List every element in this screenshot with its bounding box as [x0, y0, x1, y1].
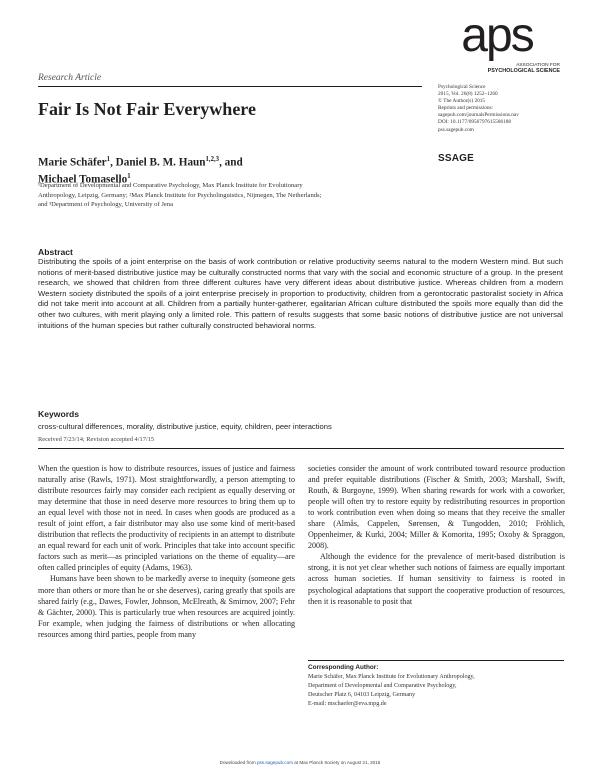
journal-reprints: Reprints and permissions: [438, 105, 494, 112]
front-matter-rule [38, 448, 564, 449]
journal-permissions-link[interactable]: sagepub.com/journalsPermissions.nav [438, 112, 519, 119]
author-haun: Daniel B. M. Haun [115, 156, 206, 169]
body-paragraph: Although the evidence for the prevalence of merit-based distribution is strong, it is not yet clear whether such notions of fairness are equally important across human societies. If human sensitivity to fairness is rooted in psychological adaptations that support the cooperative production of resources, then it is reasonable to posit that [308, 552, 565, 606]
aps-logo-tagline [436, 63, 560, 74]
body-column-right [308, 463, 565, 607]
footer-suffix: at Max Planck Society on August 21, 2015 [292, 760, 381, 765]
corresponding-line: Department of Developmental and Comparative Psychology, [308, 682, 457, 689]
aps-tagline-line1: ASSOCIATION FOR [516, 63, 560, 68]
aps-tagline-line2: PSYCHOLOGICAL SCIENCE [487, 67, 560, 74]
author-separator: , [110, 156, 116, 169]
article-type: Research Article [38, 73, 102, 83]
keywords-text: cross-cultural differences, morality, distributive justice, equity, children, peer interactions [38, 422, 332, 431]
download-footer [0, 760, 600, 765]
author-separator: , and [219, 156, 243, 169]
sage-logo: SSAGE [438, 153, 475, 164]
author-tomasello: Michael Tomasello [38, 173, 128, 186]
corresponding-email[interactable]: E-mail: mschaefer@eva.mpg.de [308, 700, 387, 707]
journal-site-link[interactable]: pss.sagepub.com [438, 126, 474, 133]
body-paragraph: When the question is how to distribute resources, issues of justice and fairness naturally arise (Rawls, 1971). Most straightforwardly, a person attempting to distribute resources fairly may consider each recipient as equally deserving or may determine that those in need deserve more resources to bring them up to an equal level with those not in need. In cases when goods are produced as a result of joint effort, a fair distributor may also use some kind of merit-based distribution that reflects the productivity of recipients in an attempt to distribute an equal reward for each unit of work. Principles that take into account specific factors such as merit—as principled variations on the theme of equality—are often called principles of equity (Adams, 1963). [38, 464, 295, 573]
abstract-heading: Abstract [38, 247, 73, 257]
abstract-text: Distributing the spoils of a joint enterprise on the basis of work contribution or relative productivity seems natural to the modern Western mind. But such notions of merit-based distributive justice may be culturally constructed norms that vary with the social and economic structure of a group. In the present research, we showed that children from three different cultures have very different ideas about distributive justice. Whereas children from a modern Western society distributed the spoils of a joint enterprise precisely in proportion to productivity, children from a gerontocratic pastoralist society in Africa did not take merit into account at all. Children from a partially hunter-gatherer, egalitarian African culture distributed the spoils more equally than did the other two cultures, with merit playing only a limited role. This pattern of results suggests that some basic notions of distributive justice are not universal intuitions of the human species but rather culturally constructed behavioral norms. [38, 257, 563, 330]
footer-link[interactable]: pss.sagepub.com [256, 760, 293, 765]
affiliation-line: and ³Department of Psychology, University of Jena [38, 201, 174, 209]
keywords-heading: Keywords [38, 409, 80, 419]
author-haun-affil: 1,2,3 [205, 156, 220, 163]
received-dates: Received 7/23/14; Revision accepted 4/17/15 [38, 436, 155, 443]
corresponding-details [308, 673, 564, 709]
corresponding-line: Deutscher Platz 6, 04103 Leipzig, Germany [308, 691, 416, 698]
author-schafer-affil: 1 [106, 156, 111, 163]
body-column-left [38, 463, 295, 640]
journal-volume: 2015, Vol. 26(8) 1252–1260 [438, 91, 498, 98]
corresponding-heading: Corresponding Author: [308, 664, 379, 671]
journal-copyright: © The Author(s) 2015 [438, 98, 486, 105]
footer-prefix: Downloaded from [219, 760, 257, 765]
header-rule [38, 86, 422, 87]
body-paragraph: Humans have been shown to be markedly averse to inequity (someone gets more than others or more than he or she deserves), caring greatly that spoils are shared fairly (e.g., Dawes, Fowler, Johnson, McElreath, & Smirnov, 2007; Fehr & Gächter, 2000). This is particularly true when resources are acquired jointly. For example, when judging the fairness of distributions or when allocating resources among third parties, people from many [38, 574, 295, 639]
affiliation-line: ¹Department of Developmental and Comparative Psychology, Max Planck Institute for Evolutionary [38, 182, 303, 189]
aps-logo [436, 14, 558, 62]
author-tomasello-affil: 1 [127, 172, 131, 180]
journal-name: Psychological Science [438, 84, 486, 90]
journal-meta [438, 84, 568, 134]
corresponding-rule [308, 660, 564, 661]
corresponding-line: Marie Schäfer, Max Planck Institute for Evolutionary Anthropology, [308, 674, 475, 680]
article-title: Fair Is Not Fair Everywhere [38, 99, 256, 119]
author-schafer: Marie Schäfer [38, 156, 107, 169]
journal-doi[interactable]: DOI: 10.1177/0956797615586188 [438, 119, 512, 126]
body-paragraph: societies consider the amount of work contributed toward resource production and prefer equitable distributions (Fischer & Smith, 2003; Marshall, Swift, Routh, & Burgoyne, 1999). When sharing rewards for work with a coworker, people will often try to restore equity by redistributing resources in proportion to work contribution even when doing so means that they receive the smaller share (Almås, Cappelen, Sørensen, & Tungodden, 2010; Fröhlich, Oppenheimer, & Kurki, 2004; Miller & Komorita, 1995; Oxoby & Spraggon, 2008). [308, 464, 565, 551]
affiliation-line: Anthropology, Leipzig, Germany; ²Max Planck Institute for Psycholinguistics, Nijmegen, The Netherlands; [38, 191, 322, 199]
affiliations [38, 181, 428, 210]
aps-logo-text: aps [461, 14, 533, 62]
